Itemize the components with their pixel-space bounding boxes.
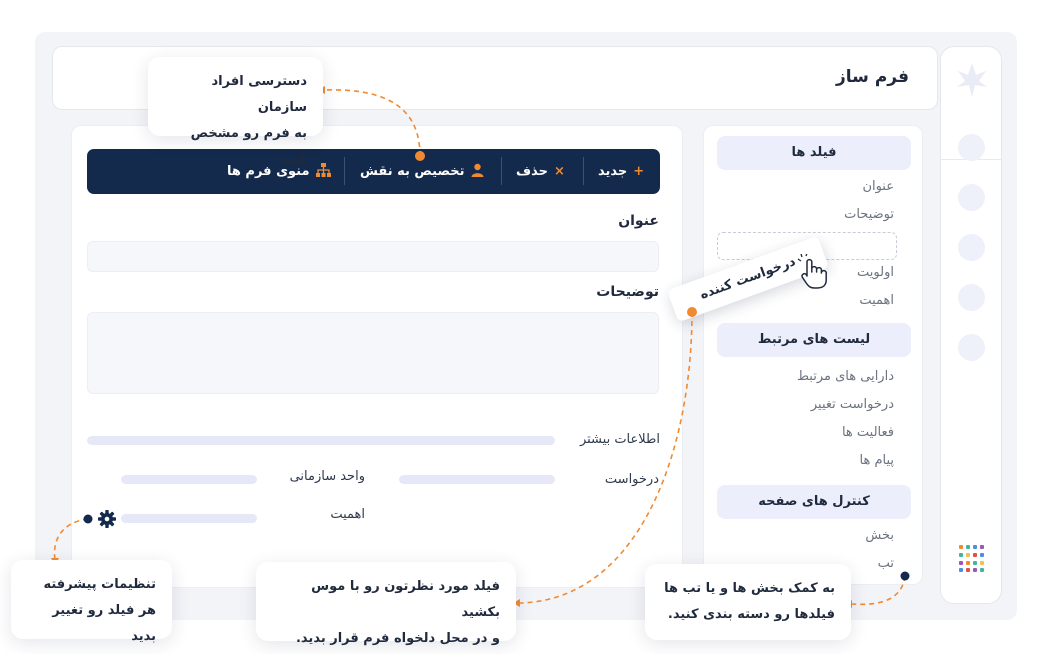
- more-info-field[interactable]: [87, 436, 555, 445]
- more-info-label: اطلاعات بیشتر: [579, 432, 660, 447]
- app-title: فرم ساز: [836, 67, 909, 87]
- request-field[interactable]: [399, 475, 555, 484]
- toolbar-divider: [583, 157, 584, 185]
- title-label: عنوان: [618, 213, 659, 229]
- field-item-activities[interactable]: فعالیت ها: [841, 425, 894, 440]
- toolbar-divider: [344, 157, 345, 185]
- request-label: درخواست: [604, 472, 659, 487]
- description-textarea[interactable]: [87, 312, 659, 394]
- field-item-importance[interactable]: اهمیت: [859, 293, 894, 308]
- fields-panel: [703, 125, 923, 585]
- field-item-change-request[interactable]: درخواست تغییر: [810, 397, 894, 412]
- org-unit-label: واحد سازمانی: [289, 469, 365, 484]
- hand-pointer-icon: [797, 254, 829, 290]
- logo-icon: [955, 59, 989, 99]
- user-icon: [471, 164, 484, 179]
- forms-menu-button[interactable]: منوی فرم ها: [227, 149, 331, 194]
- org-unit-field[interactable]: [121, 475, 257, 484]
- sitemap-icon: [316, 164, 331, 179]
- assign-role-button[interactable]: تخصیص به نقش: [360, 149, 484, 194]
- new-button[interactable]: +جدید: [598, 164, 645, 179]
- rail-nav-2[interactable]: [958, 184, 985, 211]
- field-item-description[interactable]: توضیحات: [844, 207, 894, 222]
- section-header-related-lists[interactable]: لیست های مرتبط: [717, 323, 911, 357]
- close-icon: ×: [553, 164, 565, 179]
- right-rail: [940, 46, 1002, 604]
- delete-button[interactable]: ×حذف: [516, 164, 565, 179]
- importance-label: اهمیت: [330, 507, 365, 522]
- field-item-priority[interactable]: اولویت: [857, 265, 894, 280]
- field-item-related-assets[interactable]: دارایی های مرتبط: [796, 369, 894, 384]
- apps-grid-icon[interactable]: [959, 545, 987, 573]
- callout-settings: تنظیمات پیشرفته هر فیلد رو تغییر بدید: [11, 560, 172, 639]
- rail-nav-4[interactable]: [958, 284, 985, 311]
- gear-icon[interactable]: [97, 509, 117, 529]
- section-header-page-controls[interactable]: کنترل های صفحه: [717, 485, 911, 519]
- callout-sections: به کمک بخش ها و یا تب ها فیلدها رو دسته بندی کنید.: [645, 564, 851, 640]
- field-item-section[interactable]: بخش: [865, 528, 894, 543]
- field-item-tab[interactable]: تب: [877, 556, 894, 571]
- rail-nav-3[interactable]: [958, 234, 985, 261]
- importance-field[interactable]: [121, 514, 257, 523]
- field-item-title[interactable]: عنوان: [862, 179, 894, 194]
- dragged-field-chip[interactable]: درخواست کننده: [667, 236, 829, 323]
- rail-nav-5[interactable]: [958, 334, 985, 361]
- plus-icon: +: [633, 164, 645, 179]
- callout-drag: فیلد مورد نظرتون رو با موس بکشید و در محل دلخواه فرم قرار بدید.: [256, 562, 516, 641]
- section-header-fields[interactable]: فیلد ها: [717, 136, 911, 170]
- description-label: توضیحات: [596, 284, 659, 300]
- title-input[interactable]: [87, 241, 659, 272]
- field-item-messages[interactable]: پیام ها: [859, 453, 894, 468]
- callout-access: دسترسی افراد سازمان به فرم رو مشخص کنید: [148, 57, 323, 136]
- toolbar-divider: [501, 157, 502, 185]
- rail-nav-1[interactable]: [958, 134, 985, 161]
